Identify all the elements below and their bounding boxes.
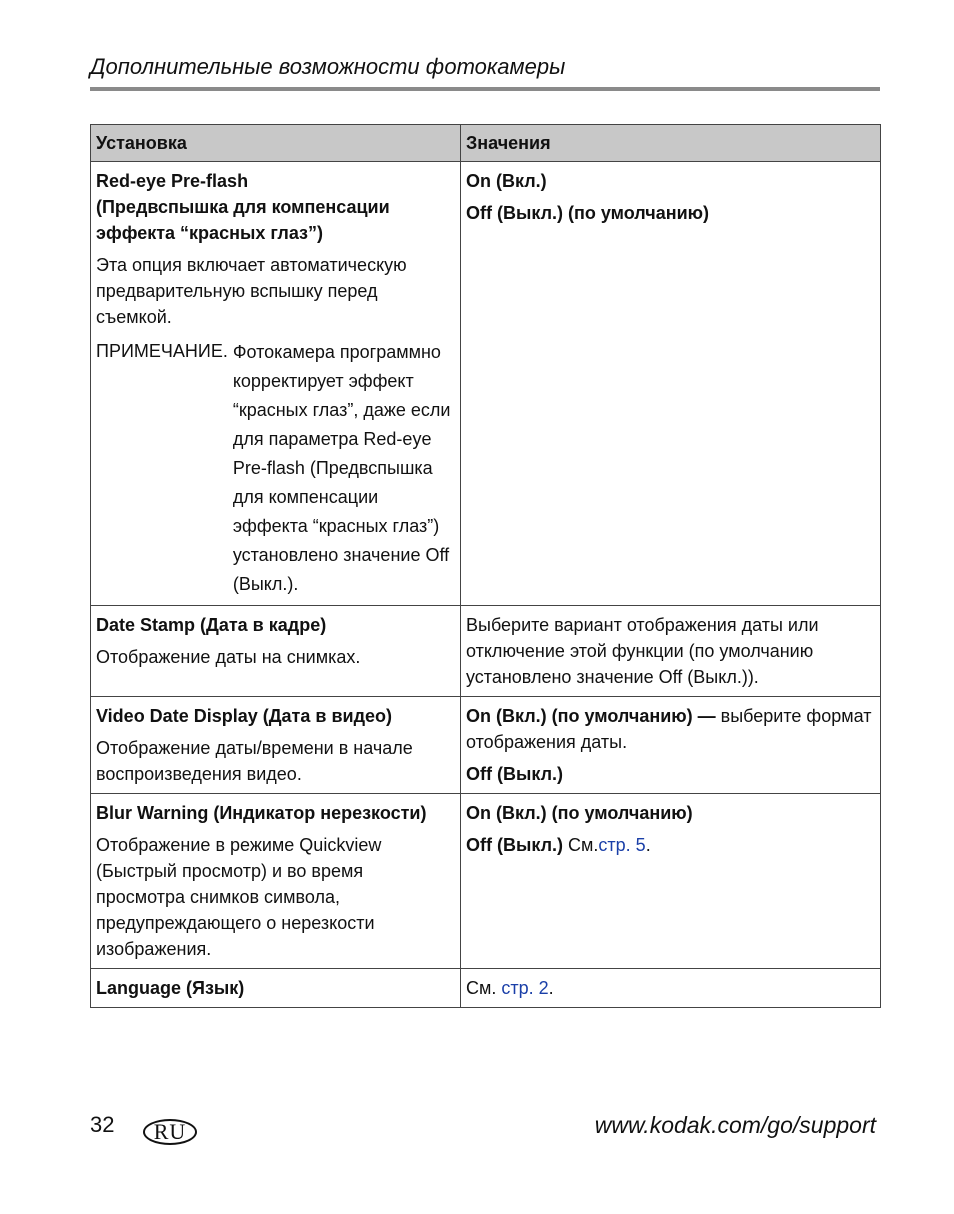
value-off: Off (Выкл.) bbox=[466, 835, 564, 855]
page-link-5[interactable]: стр. 5 bbox=[598, 835, 646, 855]
table-row-blur-warning bbox=[91, 794, 881, 969]
table-row-video-date bbox=[91, 697, 881, 794]
value-cell bbox=[461, 697, 881, 794]
note-text: Фотокамера программно корректирует эффект “красных глаз”, даже если для параметра Red-eye Pre-flash (Предвспышка для компенсации эффекта “красных глаз”) установлено значение Off (Выкл.). bbox=[232, 342, 451, 594]
value-on: On (Вкл.) bbox=[466, 171, 547, 191]
setting-subtitle: (Предвспышка для компенсации эффекта “красных глаз”) bbox=[96, 197, 390, 243]
running-title: Дополнительные возможности фотокамеры bbox=[90, 54, 566, 79]
column-header-setting: Установка bbox=[91, 125, 461, 162]
value-cell bbox=[461, 794, 881, 969]
page-link-2[interactable]: стр. 2 bbox=[501, 978, 549, 998]
value-description: Выберите вариант отображения даты или отключение этой функции (по умолчанию установлено значение Off (Выкл.)). bbox=[466, 615, 819, 687]
setting-cell bbox=[91, 969, 461, 1008]
value-on-line bbox=[466, 703, 875, 755]
header-rule bbox=[90, 87, 880, 91]
setting-title: Video Date Display (Дата в видео) bbox=[96, 706, 393, 726]
value-cell bbox=[461, 162, 881, 606]
setting-description: Эта опция включает автоматическую предварительную вспышку перед съемкой. bbox=[96, 255, 407, 327]
setting-description: Отображение даты на снимках. bbox=[96, 647, 361, 667]
setting-cell bbox=[91, 606, 461, 697]
settings-table bbox=[90, 124, 881, 1008]
table-row-language bbox=[91, 969, 881, 1008]
setting-title: Red-eye Pre-flash bbox=[96, 171, 249, 191]
period: . bbox=[548, 978, 554, 998]
see-text: См. bbox=[563, 835, 599, 855]
value-off-line bbox=[466, 832, 875, 858]
see-text: См. bbox=[466, 978, 502, 998]
value-cell bbox=[461, 606, 881, 697]
period: . bbox=[645, 835, 651, 855]
table-header-row bbox=[91, 125, 881, 162]
setting-description: Отображение даты/времени в начале воспроизведения видео. bbox=[96, 738, 413, 784]
language-badge: RU bbox=[143, 1119, 197, 1145]
table-row-date-stamp bbox=[91, 606, 881, 697]
setting-title: Date Stamp (Дата в кадре) bbox=[96, 615, 327, 635]
page-number: 32 bbox=[90, 1112, 115, 1137]
value-off-default: Off (Выкл.) (по умолчанию) bbox=[466, 203, 710, 223]
setting-cell bbox=[91, 794, 461, 969]
setting-description: Отображение в режиме Quickview (Быстрый просмотр) и во время просмотра снимков символа, предупреждающего о нерезкости изображения. bbox=[96, 835, 382, 959]
value-on-default: On (Вкл.) (по умолчанию) — bbox=[466, 706, 716, 726]
setting-title: Blur Warning (Индикатор нерезкости) bbox=[96, 803, 427, 823]
setting-title: Language (Язык) bbox=[96, 978, 245, 998]
setting-cell bbox=[91, 697, 461, 794]
value-cell bbox=[461, 969, 881, 1008]
value-on-explanation: выберите формат отображения даты. bbox=[466, 706, 872, 752]
table-row-red-eye bbox=[91, 162, 881, 606]
note-block bbox=[96, 338, 455, 599]
setting-cell bbox=[91, 162, 461, 606]
value-line bbox=[466, 975, 875, 1001]
value-off: Off (Выкл.) bbox=[466, 764, 564, 784]
support-url[interactable]: www.kodak.com/go/support bbox=[594, 1112, 876, 1138]
value-on-default: On (Вкл.) (по умолчанию) bbox=[466, 803, 693, 823]
column-header-values: Значения bbox=[461, 125, 881, 162]
note-label: ПРИМЕЧАНИЕ. bbox=[96, 341, 228, 361]
